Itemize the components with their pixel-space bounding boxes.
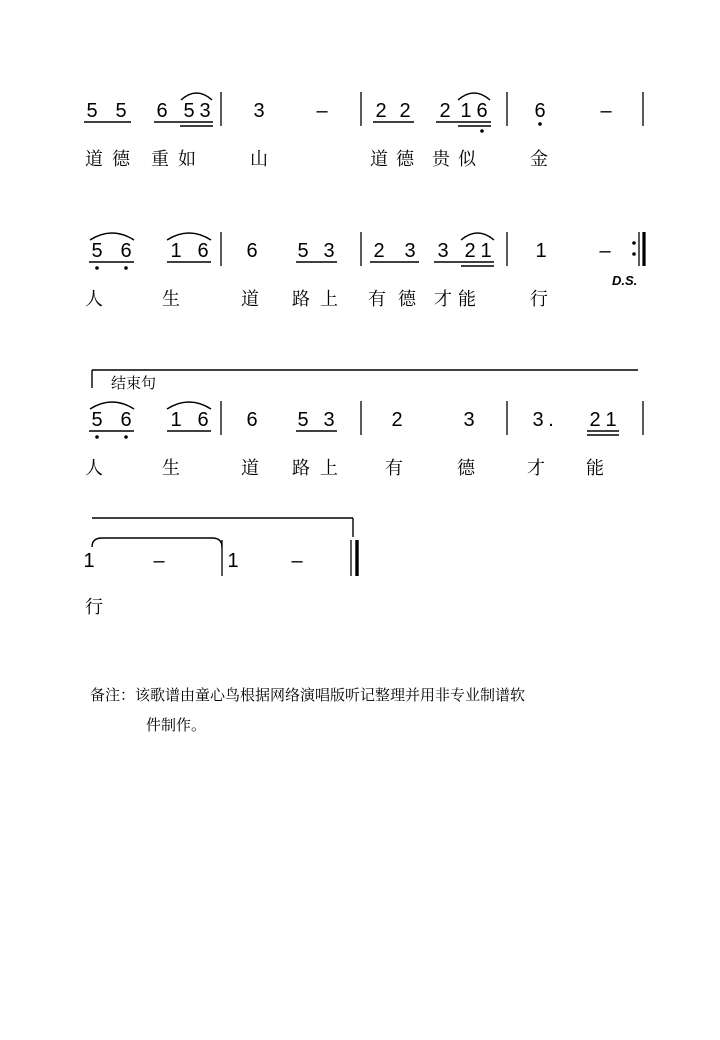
note-digit: 3 [532,409,544,431]
octave-dot [538,122,542,126]
note-digit: 5 [86,100,98,122]
lyric: 贵 [432,149,450,170]
octave-dot [480,129,484,133]
octave-dot [632,252,636,256]
octave-dot [124,266,128,270]
note-digit: 5 [91,240,103,262]
note-digit: 3 [253,100,265,122]
note-digit: 6 [246,240,258,262]
lyric: 道 [241,458,259,479]
note-digit: 5 [297,409,309,431]
lyric: 人 [85,289,103,310]
note-digit: 5 [91,409,103,431]
note-digit: 1 [170,409,182,431]
slur [167,233,211,240]
lyric: 有 [385,458,403,479]
note-digit: 1 [227,550,239,572]
note-digit: – [316,100,328,122]
lyric: 道 [370,149,388,170]
lyric: 德 [457,458,475,479]
slur [90,402,134,409]
note-digit: 1 [480,240,492,262]
note-digit: 3 [437,240,449,262]
lyric: 德 [396,149,414,170]
slur [181,93,212,100]
note-digit: – [600,100,612,122]
lyric: 上 [320,458,338,479]
octave-dot [95,266,99,270]
ending-label: 结束句 [111,374,157,392]
octave-dot [124,435,128,439]
lyric: 人 [85,458,103,479]
lyric: 山 [250,149,268,170]
lyric: 道 [85,149,103,170]
note-digit: 2 [375,100,387,122]
note-digit: 3 [323,409,335,431]
note-digit: 2 [391,409,403,431]
note-digit: 2 [373,240,385,262]
lyric: 路 [292,458,310,479]
lyric: 路 [292,289,310,310]
note-digit: 1 [83,550,95,572]
lyric: 道 [241,289,259,310]
octave-dot [95,435,99,439]
lyric: 如 [178,149,196,170]
note-digit: 6 [197,409,209,431]
lyric: 德 [398,289,416,310]
remark [90,680,525,740]
slur [167,402,211,409]
lyric: 行 [530,289,548,310]
lyric: 金 [530,149,548,170]
note-digit: 6 [120,240,132,262]
octave-dot [632,241,636,245]
note-digit: 1 [605,409,617,431]
note-digit: 6 [120,409,132,431]
ds-marking: D.S. [612,273,638,288]
note-digit: 3 [323,240,335,262]
slur [90,233,134,240]
note-digit: 1 [535,240,547,262]
note-digit: 2 [589,409,601,431]
lyric: 能 [458,289,476,310]
slur [458,93,490,100]
lyric: 行 [85,597,103,618]
lyric: 能 [586,458,604,479]
tie [92,538,222,547]
notes-layer [83,100,616,572]
note-digit: 6 [197,240,209,262]
note-digit: 6 [246,409,258,431]
lyric: 才 [434,289,452,310]
lyric: 德 [112,149,130,170]
note-digit: – [291,550,303,572]
slur [461,233,494,240]
lyric: 重 [151,149,169,170]
lyric: 上 [320,289,338,310]
lyric: 生 [162,458,180,479]
note-digit: – [153,550,165,572]
note-digit: 2 [399,100,411,122]
note-digit: 3 [404,240,416,262]
note-digit: 5 [183,100,195,122]
note-digit: 1 [460,100,472,122]
note-digit: 5 [115,100,127,122]
lyric: 似 [458,149,476,170]
remark-line-1: 备注：该歌谱由童心鸟根据网络演唱版听记整理并用非专业制谱软 [90,686,526,704]
note-digit: 6 [534,100,546,122]
note-digit: 3 [199,100,211,122]
note-digit: 2 [439,100,451,122]
note-digit: 2 [464,240,476,262]
lyric: 有 [368,289,386,310]
note-digit: 5 [297,240,309,262]
note-digit: 3 [463,409,475,431]
note-digit: 6 [156,100,168,122]
note-digit: . [548,409,554,431]
note-digit: 1 [170,240,182,262]
remark-line-2: 件制作。 [146,716,207,734]
note-digit: – [599,240,611,262]
lyric: 生 [162,289,180,310]
note-digit: 6 [476,100,488,122]
lyric: 才 [527,458,545,479]
